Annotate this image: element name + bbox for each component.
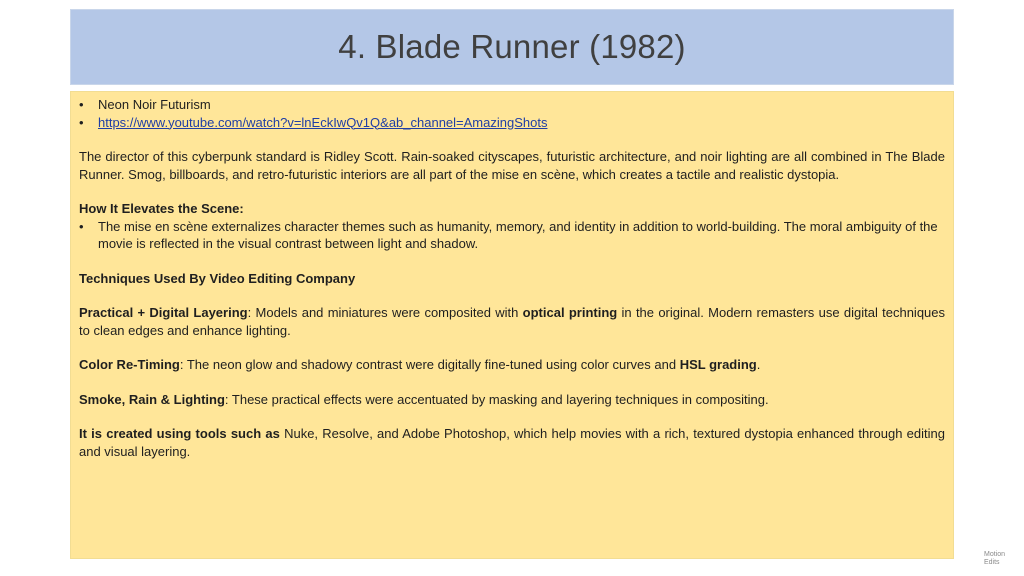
tools-label: It is created using tools such as [79,426,280,441]
intro-paragraph: The director of this cyberpunk standard is Ridley Scott. Rain-soaked cityscapes, futuristic architecture, and noir lighting are all combined in The Blade Runner. Smog, billboards, and retro-futuristic interiors are all part of the mise en scène, which creates a tactile and realistic dystopia. [79,149,945,182]
bullet-subtitle: • Neon Noir Futurism [79,96,945,114]
slide-title: 4. Blade Runner (1982) [338,28,686,65]
youtube-link[interactable]: https://www.youtube.com/watch?v=lnEckIwQv1Q&ab_channel=AmazingShots [98,114,548,130]
smoke-label: Smoke, Rain & Lighting [79,391,225,407]
content-panel [70,91,954,559]
bullet-link [79,114,945,132]
retiming-label: Color Re-Timing [79,357,180,372]
elevates-heading: How It Elevates the Scene: [79,201,244,216]
elevates-list [79,218,945,253]
retiming-paragraph: Color Re-Timing: The neon glow and shadowy contrast were digitally fine-tuned using color curves and HSL grading. [79,357,761,372]
tools-paragraph: It is created using tools such as Nuke, Resolve, and Adobe Photoshop, which help movies with a rich, textured dystopia enhanced through editing and visual layering. [79,426,945,459]
top-bullets [79,96,945,131]
layering-paragraph: Practical + Digital Layering: Models and miniatures were composited with optical printing in the original. Modern remasters use digital techniques to clean edges and enhance lighting. [79,305,946,338]
elevates-bullet: • The mise en scène externalizes character themes such as humanity, memory, and identity in addition to world-building. The moral ambiguity of the movie is reflected in the visual contrast between light and shadow. [79,218,945,253]
motion-edits-logo: Motion Edits [984,551,1006,566]
title-bar [70,9,954,85]
smoke-paragraph: Smoke, Rain & Lighting: These practical effects were accentuated by masking and layering techniques in compositing. [79,391,769,407]
layering-label: Practical + Digital Layering [79,305,248,320]
techniques-heading: Techniques Used By Video Editing Company [79,270,356,286]
